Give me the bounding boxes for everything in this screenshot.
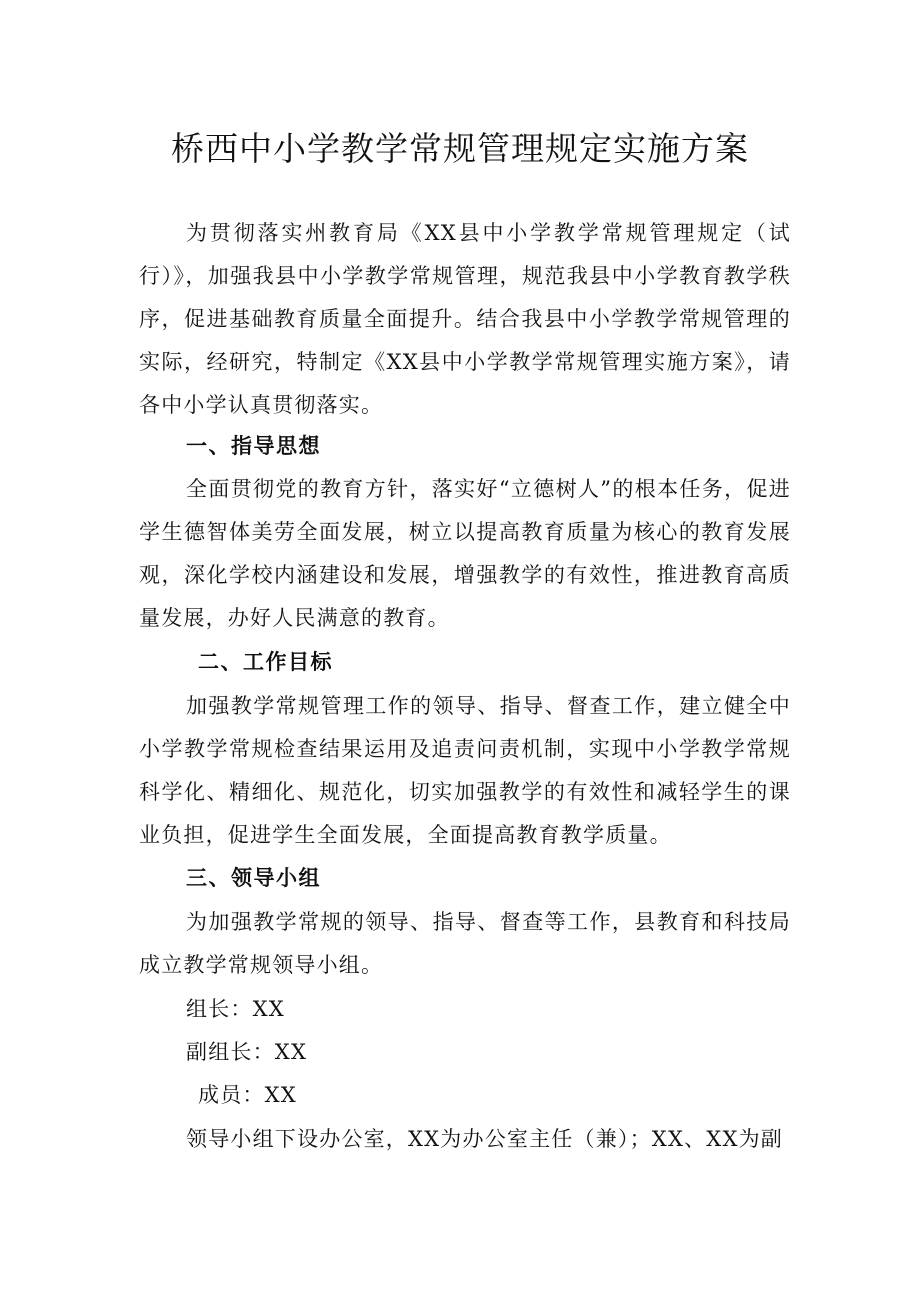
section-paragraph-work-goals: 加强教学常规管理工作的领导、指导、督查工作，建立健全中小学教学常规检查结果运用及追责问责机制，实现中小学教学常规科学化、精细化、规范化，切实加强教学的有效性和减轻学生的课业负担，促进学生全面发展，全面提高教育教学质量。: [139, 694, 791, 847]
section-paragraph-leading-group: 为加强教学常规的领导、指导、督查等工作，县教育和科技局成立教学常规领导小组。: [139, 910, 791, 977]
member-leader-line: 组长：XX: [186, 997, 285, 1021]
document-title: 桥西中小学教学常规管理规定实施方案: [171, 129, 749, 168]
member-deputy-line: 副组长：XX: [186, 1040, 308, 1064]
member-list-line: 成员：XX: [198, 1083, 297, 1107]
section-heading-leading-group: 三、领导小组: [186, 866, 321, 890]
office-line: 领导小组下设办公室，XX为办公室主任（兼）；XX、XX为副: [186, 1127, 783, 1151]
section-paragraph-guiding-ideology: 全面贯彻党的教育方针，落实好“立德树人”的根本任务，促进学生德智体美劳全面发展，树立以提高教育质量为核心的教育发展观，深化学校内涵建设和发展，增强教学的有效性，推进教育高质量发展，办好人民满意的教育。: [139, 477, 791, 630]
section-heading-work-goals: 二、工作目标: [198, 650, 333, 674]
section-heading-guiding-ideology: 一、指导思想: [186, 434, 321, 458]
intro-paragraph: 为贯彻落实州教育局《XX县中小学教学常规管理规定（试行）》，加强我县中小学教学常规管理，规范我县中小学教育教学秩序，促进基础教育质量全面提升。结合我县中小学教学常规管理的实际，经研究，特制定《XX县中小学教学常规管理实施方案》，请各中小学认真贯彻落实。: [139, 221, 791, 417]
